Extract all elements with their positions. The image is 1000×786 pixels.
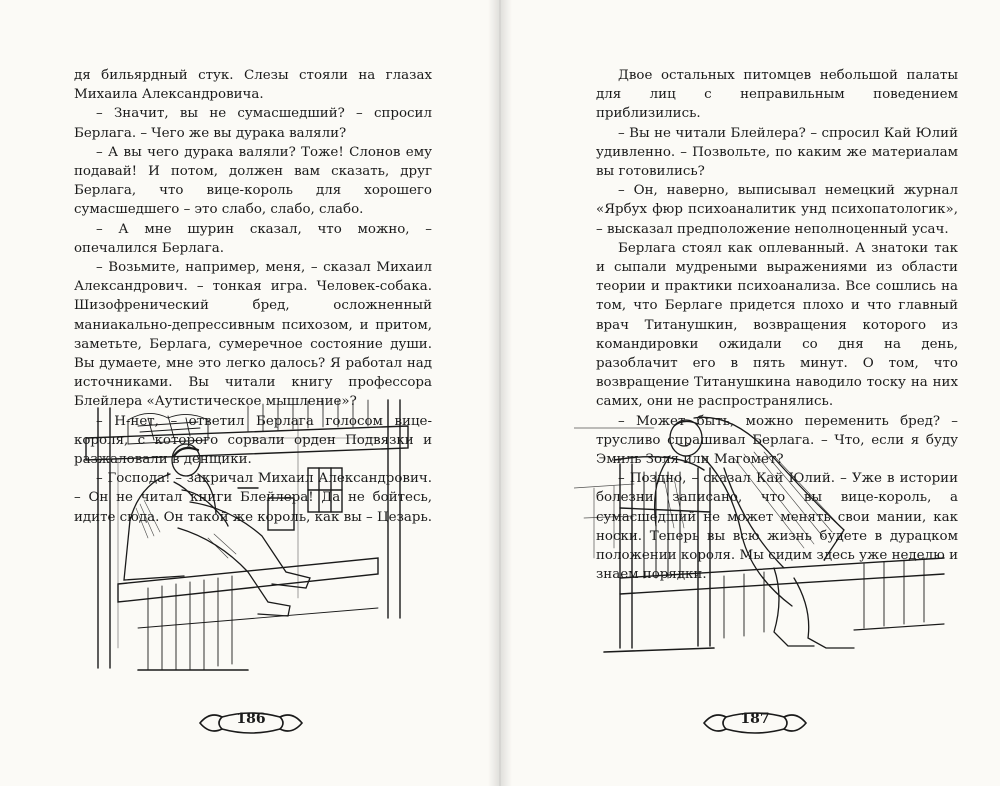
page-number: 187 — [740, 711, 770, 727]
page-number: 186 — [236, 711, 266, 727]
paragraph: – А вы чего дурака валяли? Тоже! Слонов ему подавай! И потом, должен вам сказать, друг Берлага, что вице-король для хорошего сумасшедшего – это слабо, слабо, слабо. — [74, 144, 432, 218]
illustration-man-on-bunk-bed — [78, 398, 428, 680]
paragraph: – Значит, вы не сумасшедший? – спросил Берлага. – Чего же вы дурака валяли? — [74, 106, 432, 141]
paragraph: Берлага стоял как оплеванный. А знатоки так и сыпали мудреными выражениями из области теории и практики психоанализа. Все сошлись на том, что Берлаге придется плохо и что главный врач Титанушкин, возвращения которого из командировки ожидали со дня на день, разоблачит его в пять минут. О том, что возвращение Титанушкина наводило тоску на них самих, они не распространялись. — [596, 240, 958, 410]
paragraph: – Вы не читали Блейлера? – спросил Кай Юлий удивленно. – Позвольте, по каким же материалам вы готовились? — [596, 125, 958, 180]
paragraph: – Он, наверно, выписывал немецкий журнал «Ярбух фюр психоаналитик унд психопатологик», – высказал предположение неполноценный усач. — [596, 183, 958, 237]
paragraph: – Поздно, – сказал Кай Юлий. – Уже в истории болезни записано, что вы вице-король, а сумасшедший не может менять свои мании, как носки. Теперь вы всю жизнь будете в дурацком положении короля. Мы сидим здесь уже неделю и знаем порядки. — [596, 471, 958, 583]
paragraph: – Господа! – закричал Михаил Александрович. – Он не читал книги Блейлера! Да не бойтесь, идите сюда. Он такой же король, как вы – Цезарь. — [74, 471, 433, 525]
paragraph: – Н-нет, – ответил Берлага голосом вице-короля, с которого сорвали орден Подвязки и разжаловали в денщики. — [74, 413, 432, 468]
paragraph: – Возьмите, например, меня, – сказал Михаил Александрович. – тонкая игра. Человек-собака. Шизофренический бред, осложненный маниакально-депрессивным психозом, и притом, заметьте, Берлага, сумеречное состояние души. Вы думаете, мне это легко далось? Я работал над источниками. Вы читали книгу профессора Блейлера «Аутистическое мышление»? — [74, 260, 432, 410]
illustration-man-on-iron-bed — [574, 398, 946, 680]
paragraph: – Может быть, можно переменить бред? – трусливо спрашивал Берлага. – Что, если я буду Эмиль Золя или Магомет? — [596, 413, 958, 468]
paragraph: Двое остальных питомцев небольшой палаты для лиц с неправильным поведением приблизились. — [596, 68, 958, 122]
right-page — [500, 0, 1000, 786]
paragraph: – А мне шурин сказал, что можно, – опечалился Берлага. — [74, 221, 432, 256]
page-number-ornament — [700, 706, 810, 740]
book-gutter — [488, 0, 512, 786]
paragraph: дя бильярдный стук. Слезы стояли на глазах Михаила Александровича. — [74, 68, 432, 103]
page-number-ornament — [196, 706, 306, 740]
